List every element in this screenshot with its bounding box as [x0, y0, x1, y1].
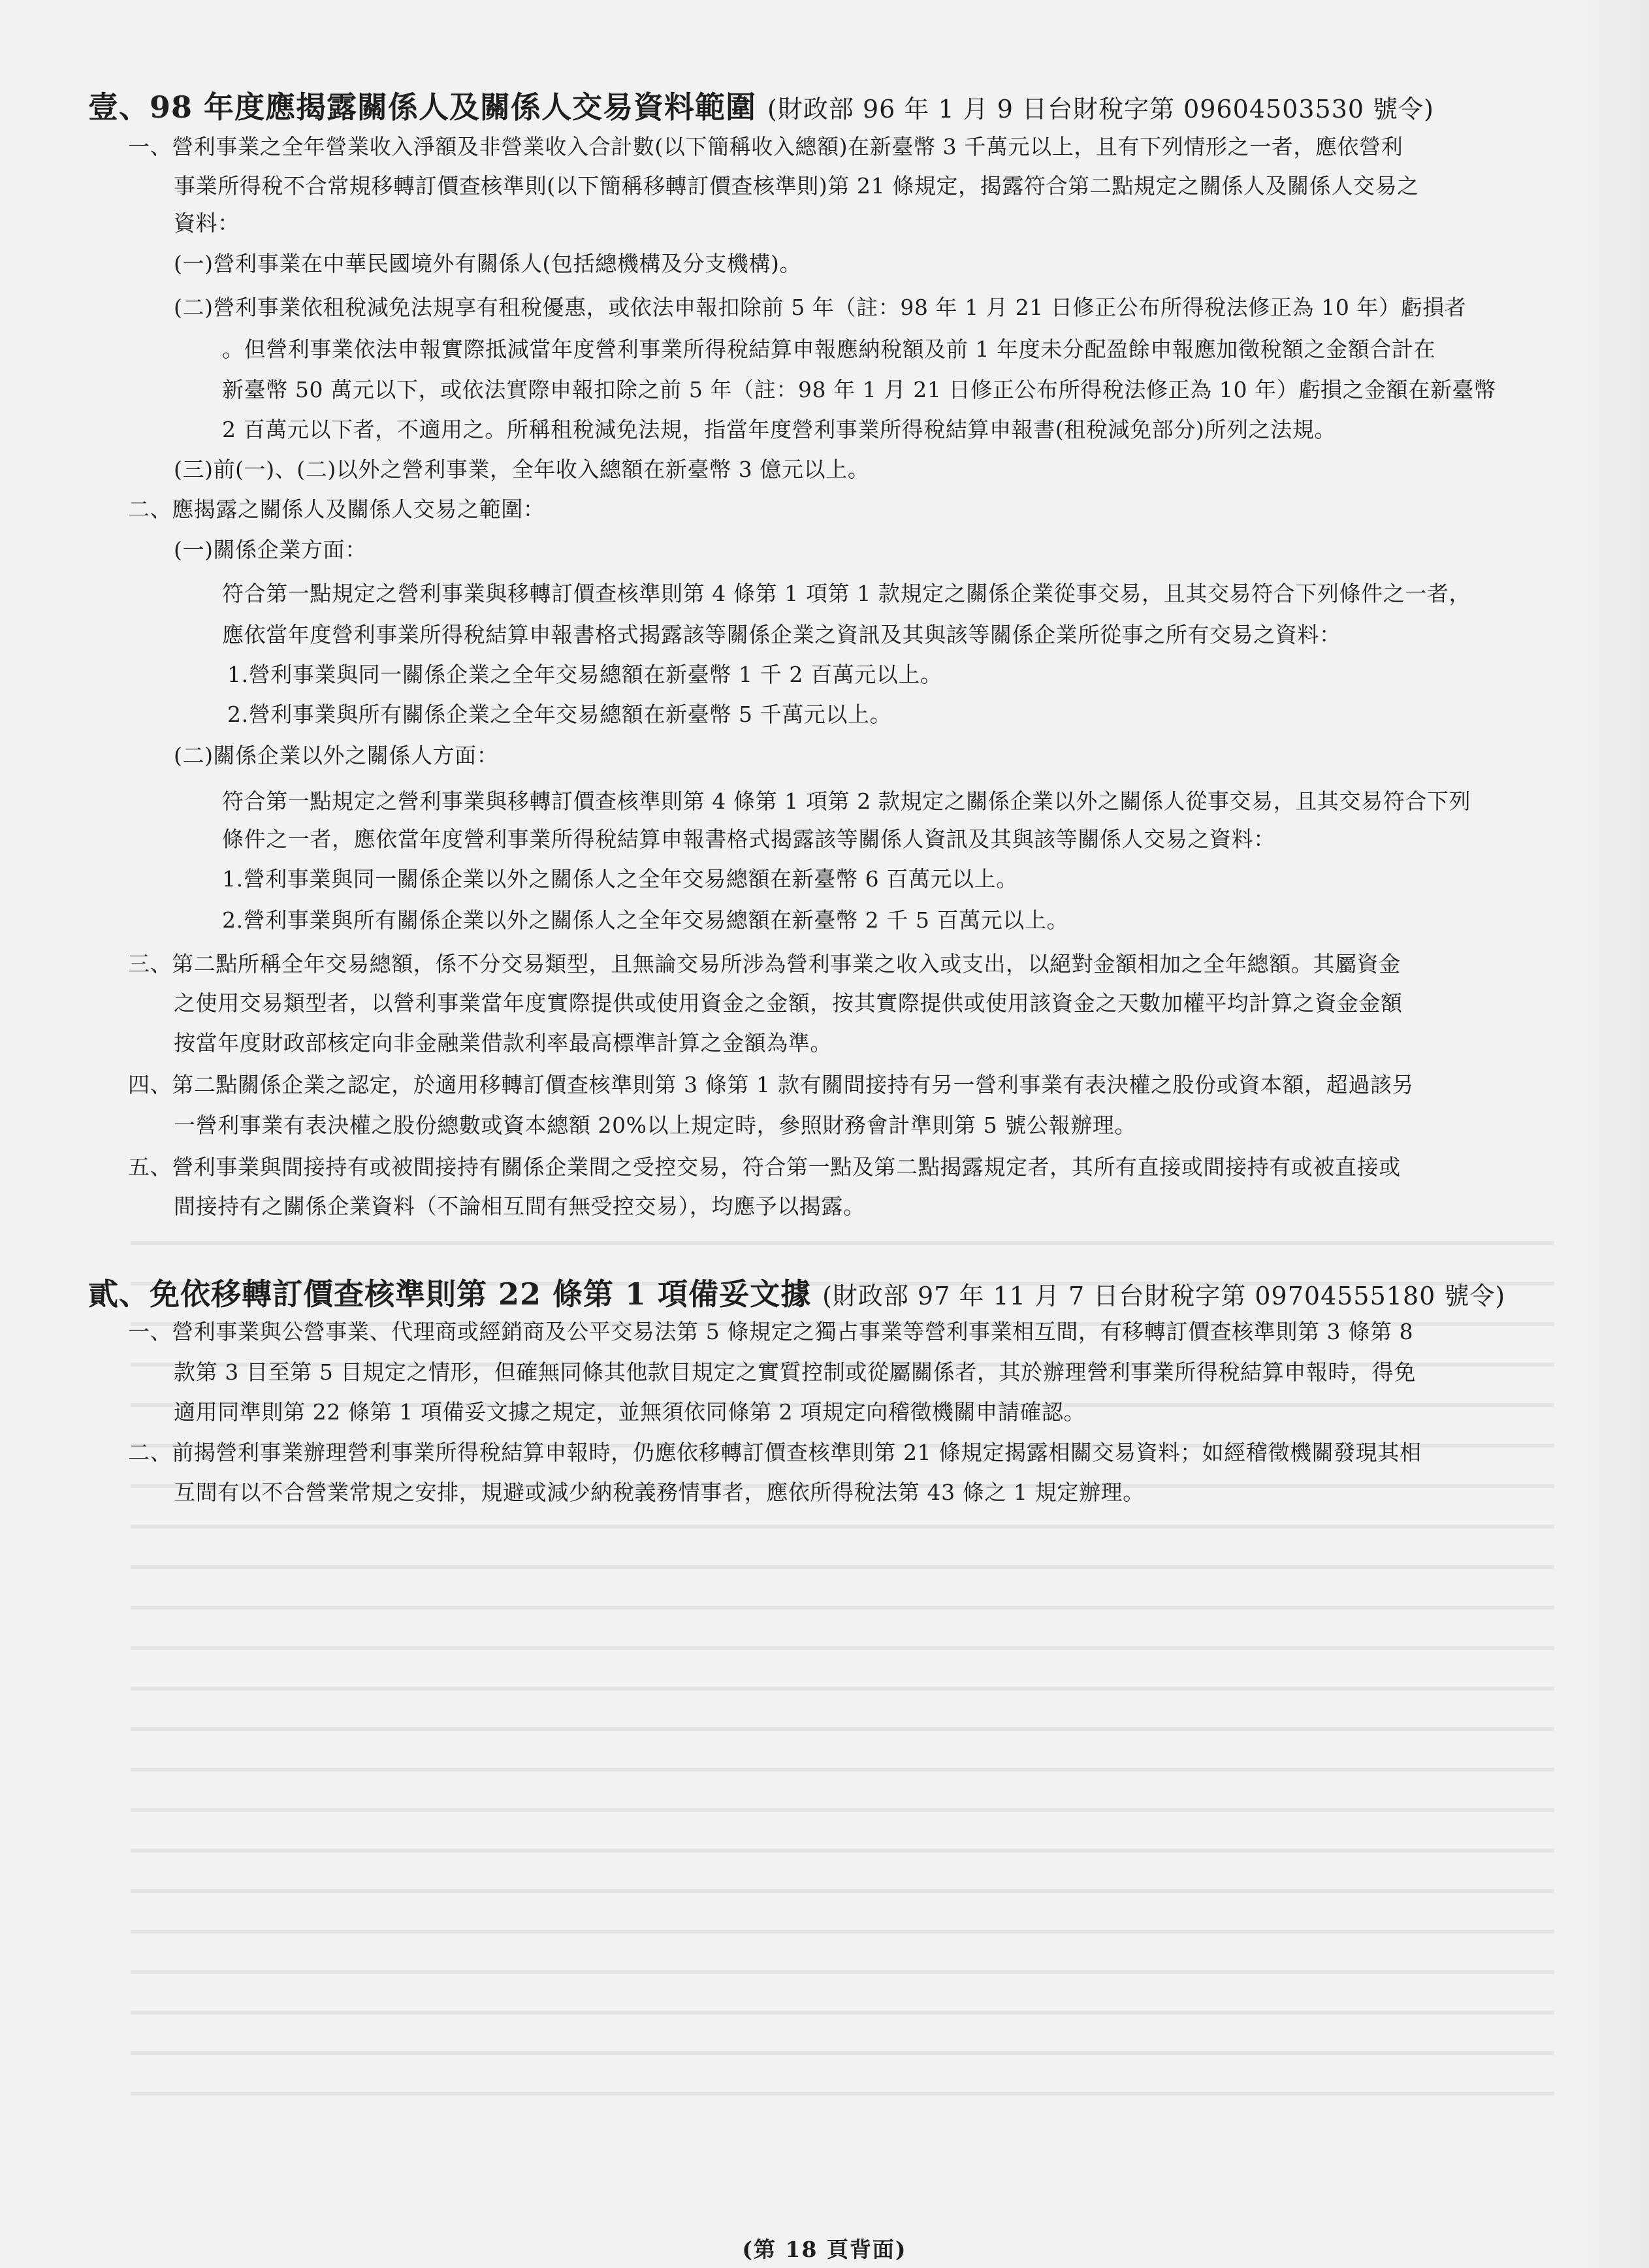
s1-item-2-sub-2: (二)關係企業以外之關係人方面： [174, 743, 499, 768]
s1-item-2-sub-2-cond-1: 1.營利事業與同一關係企業以外之關係人之全年交易總額在新臺幣 6 百萬元以上。 [222, 866, 1018, 892]
s1-item-2-sub-2-line-2: 條件之一者，應依當年度營利事業所得稅結算申報書格式揭露該等關係人資訊及其與該等關係人交易之資料： [222, 826, 1275, 852]
bleed-through-texture [131, 1215, 1554, 2130]
s1-item-1-line-3: 資料： [174, 210, 240, 236]
s1-sub-2-line-2: 。但營利事業依法申報實際抵減當年度營利事業所得稅結算申報應納稅額及前 1 年度未分配盈餘申報應加徵稅額之金額合計在 [222, 336, 1436, 362]
s1-item-1-line-2: 事業所得稅不合常規移轉訂價查核準則(以下簡稱移轉訂價查核準則)第 21 條規定，揭露符合第二點規定之關係人及關係人交易之 [174, 173, 1419, 199]
section-2-reference: (財政部 97 年 11 月 7 日台財稅字第 09704555180 號令) [822, 1282, 1506, 1310]
section-1-reference: (財政部 96 年 1 月 9 日台財稅字第 09604503530 號令) [767, 95, 1434, 123]
s1-item-4-line-2: 一營利事業有表決權之股份總數或資本總額 20%以上規定時，參照財務會計準則第 5 號公報辦理。 [174, 1112, 1137, 1138]
s1-sub-3: (三)前(一)、(二)以外之營利事業，全年收入總額在新臺幣 3 億元以上。 [174, 457, 870, 482]
section-1-title: 壹、98 年度應揭露關係人及關係人交易資料範圍 [88, 89, 757, 125]
s1-item-2-sub-1-cond-2: 2.營利事業與所有關係企業之全年交易總額在新臺幣 5 千萬元以上。 [227, 702, 892, 727]
s1-item-2-sub-1: (一)關係企業方面： [174, 537, 367, 562]
s1-item-2: 二、應揭露之關係人及關係人交易之範圍： [128, 496, 545, 522]
s2-item-1-line-2: 款第 3 目至第 5 目規定之情形，但確無同條其他款目規定之實質控制或從屬關係者，其於辦理營利事業所得稅結算申報時，得免 [174, 1359, 1416, 1385]
s1-item-2-sub-2-cond-2: 2.營利事業與所有關係企業以外之關係人之全年交易總額在新臺幣 2 千 5 百萬元以上。 [222, 907, 1069, 933]
s1-item-5-line-1: 五、營利事業與間接持有或被間接持有關係企業間之受控交易，符合第一點及第二點揭露規定者，其所有直接或間接持有或被直接或 [128, 1154, 1401, 1180]
s2-item-2-line-1: 二、前揭營利事業辦理營利事業所得稅結算申報時，仍應依移轉訂價查核準則第 21 條規定揭露相關交易資料；如經稽徵機關發現其相 [128, 1440, 1422, 1465]
page-number-footer: (第 18 頁背面) [742, 2237, 907, 2262]
s2-item-1-line-3: 適用同準則第 22 條第 1 項備妥文據之規定，並無須依同條第 2 項規定向稽徵機關申請確認。 [174, 1399, 1086, 1425]
s1-item-3-line-2: 之使用交易類型者，以營利事業當年度實際提供或使用資金之金額，按其實際提供或使用該資金之天數加權平均計算之資金金額 [174, 990, 1403, 1016]
s1-sub-2-line-1: (二)營利事業依租稅減免法規享有租稅優惠，或依法申報扣除前 5 年（註：98 年 1 月 21 日修正公布所得稅法修正為 10 年）虧損者 [174, 295, 1467, 320]
s2-item-2-line-2: 互間有以不合營業常規之安排，規避或減少納稅義務情事者，應依所得稅法第 43 條之 1 規定辦理。 [174, 1480, 1145, 1505]
s1-item-5-line-2: 間接持有之關係企業資料（不論相互間有無受控交易），均應予以揭露。 [174, 1193, 865, 1219]
page-edge-shadow [1571, 0, 1649, 2268]
s1-item-2-sub-1-line-2: 應依當年度營利事業所得稅結算申報書格式揭露該等關係企業之資訊及其與該等關係企業所從事之所有交易之資料： [222, 622, 1341, 647]
section-2-heading [88, 1271, 1505, 1314]
s1-item-4-line-1: 四、第二點關係企業之認定，於適用移轉訂價查核準則第 3 條第 1 款有關間接持有另一營利事業有表決權之股份或資本額，超過該另 [128, 1072, 1415, 1097]
s1-sub-2-line-4: 2 百萬元以下者，不適用之。所稱租稅減免法規，指當年度營利事業所得稅結算申報書(租稅減免部分)所列之法規。 [222, 417, 1337, 442]
section-1-heading [88, 84, 1434, 127]
s1-item-3-line-1: 三、第二點所稱全年交易總額，係不分交易類型，且無論交易所涉為營利事業之收入或支出，以絕對金額相加之全年總額。其屬資金 [128, 951, 1401, 977]
s1-item-2-sub-1-cond-1: 1.營利事業與同一關係企業之全年交易總額在新臺幣 1 千 2 百萬元以上。 [227, 662, 942, 687]
s1-item-3-line-3: 按當年度財政部核定向非金融業借款利率最高標準計算之金額為準。 [174, 1030, 832, 1056]
s1-item-1-line-1: 一、營利事業之全年營業收入淨額及非營業收入合計數(以下簡稱收入總額)在新臺幣 3 千萬元以上，且有下列情形之一者，應依營利 [128, 134, 1403, 159]
section-2-title: 貳、免依移轉訂價查核準則第 22 條第 1 項備妥文據 [88, 1276, 812, 1312]
s1-item-2-sub-1-line-1: 符合第一點規定之營利事業與移轉訂價查核準則第 4 條第 1 項第 1 款規定之關係企業從事交易，且其交易符合下列條件之一者， [222, 581, 1471, 606]
s1-sub-2-line-3: 新臺幣 50 萬元以下，或依法實際申報扣除之前 5 年（註：98 年 1 月 21 日修正公布所得稅法修正為 10 年）虧損之金額在新臺幣 [222, 377, 1496, 402]
s2-item-1-line-1: 一、營利事業與公營事業、代理商或經銷商及公平交易法第 5 條規定之獨占事業等營利事業相互間，有移轉訂價查核準則第 3 條第 8 [128, 1319, 1414, 1344]
s1-sub-1: (一)營利事業在中華民國境外有關係人(包括總機構及分支機構)。 [174, 251, 802, 276]
s1-item-2-sub-2-line-1: 符合第一點規定之營利事業與移轉訂價查核準則第 4 條第 1 項第 2 款規定之關係企業以外之關係人從事交易，且其交易符合下列 [222, 788, 1471, 814]
